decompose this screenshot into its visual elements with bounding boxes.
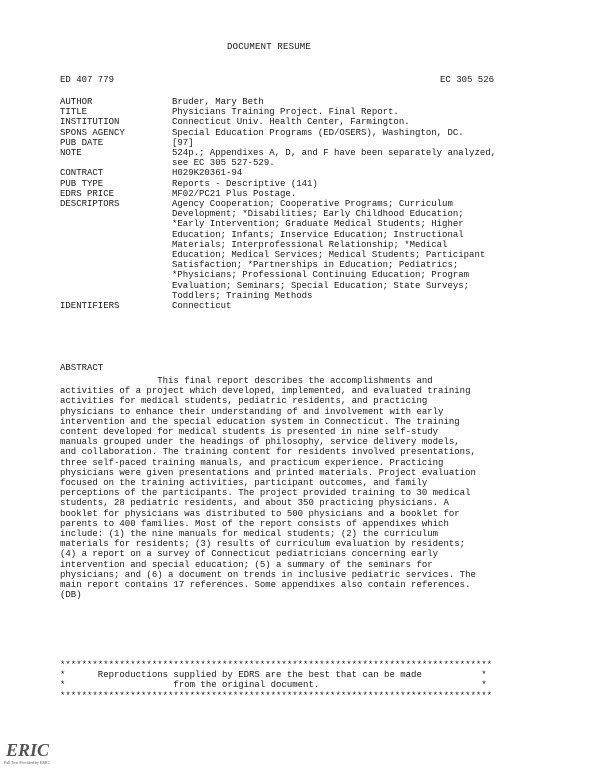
field-value: 524p.; Appendixes A, D, and F have been separately analyzed,: [172, 148, 497, 159]
field-value: Satisfaction; *Partnerships in Education; Pediatrics;: [172, 260, 459, 271]
field-key: INSTITUTION: [60, 117, 120, 128]
field-value: Special Education Programs (ED/OSERS), Washington, DC.: [172, 127, 464, 138]
field-row: [60, 209, 580, 219]
field-key: [60, 260, 172, 270]
abstract-line: and collaboration. The training content for residents involved presentations,: [60, 447, 476, 458]
reproduction-line: * from the original document. *: [60, 680, 487, 691]
field-value: Education; Medical Services; Medical Students; Participant: [172, 250, 486, 261]
field-key: NOTE: [60, 148, 82, 159]
field-value: H029K20361-94: [172, 168, 243, 179]
field-key: [60, 219, 172, 229]
field-value: Reports - Descriptive (141): [172, 178, 318, 189]
field-value: Connecticut Univ. Health Center, Farmington.: [172, 117, 410, 128]
field-key: EDRS PRICE: [60, 188, 115, 199]
abstract-line: (DB): [60, 590, 82, 601]
field-row: [60, 117, 580, 127]
field-key: [60, 291, 172, 301]
field-key: AUTHOR: [60, 97, 93, 107]
reproduction-line: ********************************************************************************: [60, 690, 493, 701]
eric-logo-text: ERIC: [6, 740, 50, 760]
abstract-line: physicians were given presentations and printed materials. Project evaluation: [60, 467, 476, 478]
field-row: [60, 291, 580, 301]
field-value: [97]: [172, 137, 194, 148]
field-value: MF02/PC21 Plus Postage.: [172, 188, 297, 199]
reproduction-notice: [60, 660, 492, 701]
field-key: [60, 281, 172, 291]
abstract-line: perceptions of the participants. The project provided training to 30 medical: [60, 488, 471, 499]
eric-logo: [4, 740, 50, 770]
field-key: [60, 250, 172, 260]
abstract-line: include: (1) the nine manuals for medical students; (2) the curriculum: [60, 529, 439, 540]
metadata-fields: [60, 97, 580, 311]
abstract-line: parents to 400 families. Most of the report consists of appendixes which: [60, 518, 449, 529]
document-title: DOCUMENT RESUME: [227, 42, 312, 52]
field-row: [60, 230, 580, 240]
field-row: [60, 250, 580, 260]
field-value: Physicians Training Project. Final Report.: [172, 107, 399, 118]
field-key: DESCRIPTORS: [60, 199, 120, 210]
field-value: Toddlers; Training Methods: [172, 290, 313, 301]
field-value: Agency Cooperation; Cooperative Programs; Curriculum: [172, 199, 453, 210]
field-key: [60, 270, 172, 280]
field-row: [60, 138, 580, 148]
field-key: CONTRACT: [60, 168, 104, 179]
field-value: Evaluation; Seminars; Special Education; State Surveys;: [172, 280, 470, 291]
abstract-line: content developed for medical students is presented in nine self-study: [60, 427, 439, 438]
field-row: [60, 219, 580, 229]
field-row: [60, 281, 580, 291]
reproduction-line: ********************************************************************************: [60, 660, 493, 670]
field-row: [60, 158, 580, 168]
field-key: PUB TYPE: [60, 178, 104, 189]
field-key: [60, 240, 172, 250]
field-row: [60, 168, 580, 178]
field-value: *Early Intervention; Graduate Medical Students; Higher: [172, 219, 464, 230]
abstract-label: ABSTRACT: [60, 363, 104, 373]
field-row: [60, 199, 580, 209]
abstract-line: activities for medical students, pediatric residents, and practicing: [60, 396, 428, 407]
ed-number: ED 407 779: [60, 75, 115, 85]
abstract-line: three self-paced training manuals, and practicum experience. Practicing: [60, 457, 444, 468]
field-value: *Physicians; Professional Continuing Education; Program: [172, 270, 470, 281]
abstract-line: physicians; and (6) a document on trends in inclusive pediatric services. The: [60, 569, 476, 580]
field-row: [60, 301, 580, 311]
field-row: [60, 179, 580, 189]
field-row: [60, 240, 580, 250]
abstract-line: activities of a project which developed, implemented, and evaluated training: [60, 386, 471, 397]
eric-logo-tagline: Full Text Provided by ERIC: [4, 760, 49, 765]
field-row: [60, 270, 580, 280]
field-key: [60, 158, 172, 168]
field-value: see EC 305 527-529.: [172, 158, 275, 169]
field-key: IDENTIFIERS: [60, 301, 120, 312]
field-key: [60, 209, 172, 219]
field-value: Bruder, Mary Beth: [172, 97, 264, 107]
abstract-line: students, 28 pediatric residents, and about 350 practicing physicians. A: [60, 498, 449, 509]
abstract-line: focused on the training activities, participant outcomes, and family: [60, 478, 428, 489]
abstract-line: materials for residents; (3) results of curriculum evaluation by residents;: [60, 539, 466, 550]
field-row: [60, 260, 580, 270]
field-key: TITLE: [60, 107, 88, 118]
field-row: [60, 97, 580, 107]
abstract-line: manuals grouped under the headings of philosophy, service delivery models,: [60, 437, 460, 448]
field-row: [60, 128, 580, 138]
field-value: Development; *Disabilities; Early Childhood Education;: [172, 209, 464, 220]
field-row: [60, 107, 580, 117]
abstract-line: intervention and special education; (5) a summary of the seminars for: [60, 559, 433, 570]
ec-number: EC 305 526: [440, 75, 495, 85]
field-value: Materials; Interprofessional Relationship; *Medical: [172, 239, 448, 250]
field-row: [60, 148, 580, 158]
abstract-line: main report contains 17 references. Some appendixes also contain references.: [60, 580, 471, 591]
field-key: PUB DATE: [60, 137, 104, 148]
abstract-line: physicians to enhance their understanding of and involvement with early: [60, 406, 444, 417]
abstract-line: intervention and the special education system in Connecticut. The training: [60, 416, 460, 427]
field-value: Connecticut: [172, 301, 232, 312]
field-row: [60, 189, 580, 199]
abstract-line: This final report describes the accomplishments and: [60, 376, 433, 386]
abstract-body: [60, 376, 476, 600]
abstract-line: booklet for physicians was distributed to 500 physicians and a booklet for: [60, 508, 460, 519]
field-value: Education; Infants; Inservice Education; Instructional: [172, 229, 464, 240]
field-key: [60, 230, 172, 240]
field-key: SPONS AGENCY: [60, 127, 125, 138]
reproduction-line: * Reproductions supplied by EDRS are the best that can be made *: [60, 670, 487, 681]
abstract-line: (4) a report on a survey of Connecticut pediatricians concerning early: [60, 549, 439, 560]
